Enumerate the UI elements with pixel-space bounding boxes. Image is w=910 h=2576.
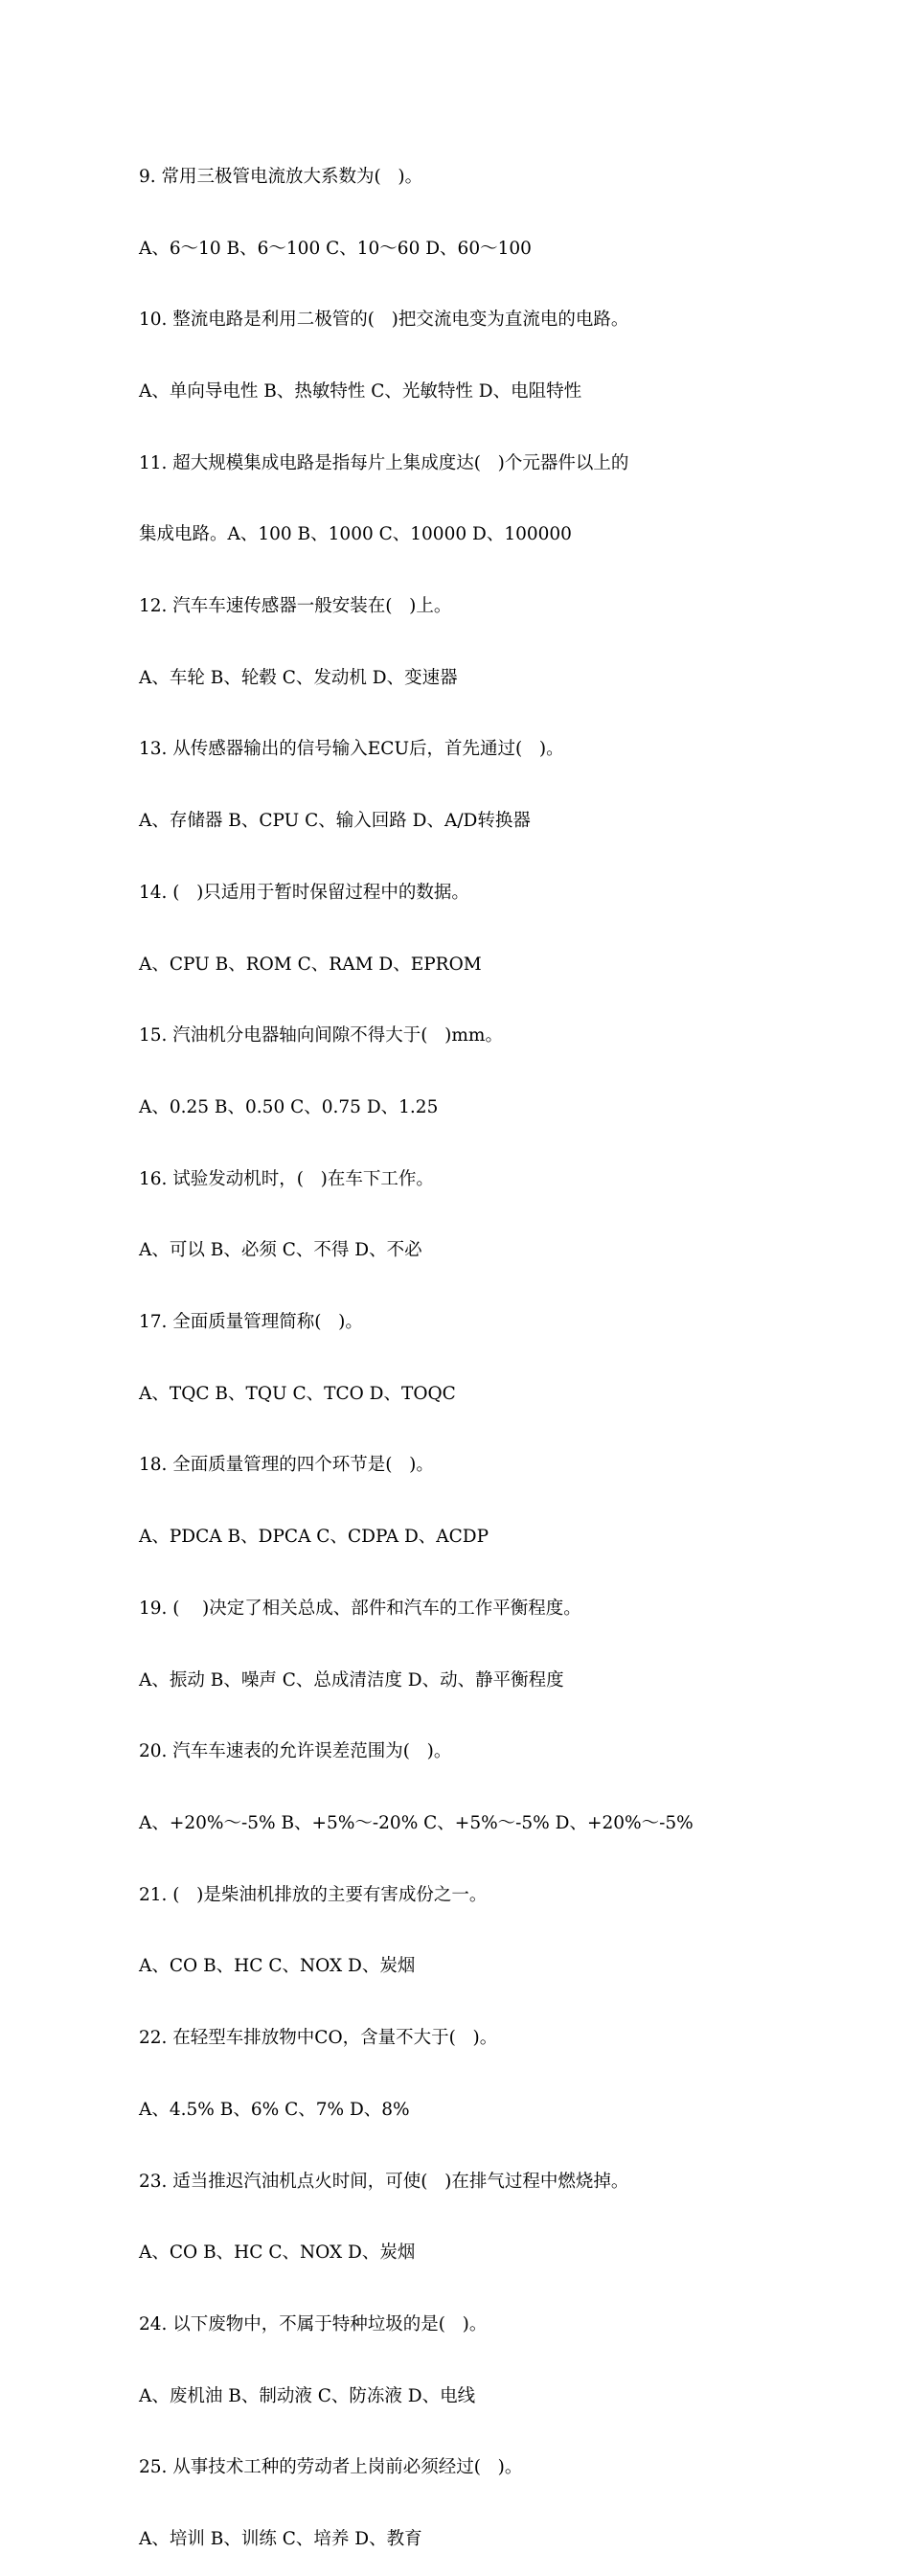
question-19-options: A、振动 B、噪声 C、总成清洁度 D、动、静平衡程度 <box>139 1669 564 1690</box>
question-12: 12. 汽车车速传感器一般安装在( )上。 <box>139 596 452 617</box>
question-20: 20. 汽车车速表的允许误差范围为( )。 <box>139 1741 452 1762</box>
question-24-options: A、废机油 B、制动液 C、防冻液 D、电线 <box>139 2385 476 2406</box>
question-14-options: A、CPU B、ROM C、RAM D、EPROM <box>139 954 482 975</box>
question-19: 19. ( )决定了相关总成、部件和汽车的工作平衡程度。 <box>139 1598 581 1619</box>
question-15: 15. 汽油机分电器轴向间隙不得大于( )mm。 <box>139 1025 503 1046</box>
question-14: 14. ( )只适用于暂时保留过程中的数据。 <box>139 882 469 903</box>
question-12-options: A、车轮 B、轮毂 C、发动机 D、变速器 <box>139 667 458 688</box>
question-17: 17. 全面质量管理简称( )。 <box>139 1312 363 1333</box>
question-11: 11. 超大规模集成电路是指每片上集成度达( )个元器件以上的 <box>139 452 629 473</box>
question-18-options: A、PDCA B、DPCA C、CDPA D、ACDP <box>139 1527 489 1548</box>
question-21-options: A、CO B、HC C、NOX D、炭烟 <box>139 1956 416 1977</box>
question-20-options: A、+20%～-5% B、+5%～-20% C、+5%～-5% D、+20%～-5% <box>139 1812 694 1833</box>
question-24: 24. 以下废物中，不属于特种垃圾的是( )。 <box>139 2313 488 2334</box>
question-23: 23. 适当推迟汽油机点火时间，可使( )在排气过程中燃烧掉。 <box>139 2171 629 2192</box>
question-25: 25. 从事技术工种的劳动者上岗前必须经过( )。 <box>139 2457 523 2478</box>
question-10-options: A、单向导电性 B、热敏特性 C、光敏特性 D、电阻特性 <box>139 380 582 402</box>
question-9-options: A、6～10 B、6～100 C、10～60 D、60～100 <box>139 238 532 259</box>
question-15-options: A、0.25 B、0.50 C、0.75 D、1.25 <box>139 1096 439 1117</box>
question-22: 22. 在轻型车排放物中CO，含量不大于( )。 <box>139 2028 498 2049</box>
question-9: 9. 常用三极管电流放大系数为( )。 <box>139 166 423 187</box>
question-25-options: A、培训 B、训练 C、培养 D、教育 <box>139 2529 422 2550</box>
question-16-options: A、可以 B、必须 C、不得 D、不必 <box>139 1240 422 1261</box>
question-16: 16. 试验发动机时，( )在车下工作。 <box>139 1168 434 1189</box>
question-23-options: A、CO B、HC C、NOX D、炭烟 <box>139 2242 416 2264</box>
question-11-continued-options: 集成电路。A、100 B、1000 C、10000 D、100000 <box>139 524 572 545</box>
question-10: 10. 整流电路是利用二极管的( )把交流电变为直流电的电路。 <box>139 310 629 331</box>
question-13-options: A、存储器 B、CPU C、输入回路 D、A/D转换器 <box>139 811 531 832</box>
question-13: 13. 从传感器输出的信号输入ECU后，首先通过( )。 <box>139 739 564 760</box>
question-18: 18. 全面质量管理的四个环节是( )。 <box>139 1455 434 1476</box>
question-21: 21. ( )是柴油机排放的主要有害成份之一。 <box>139 1884 488 1905</box>
question-list <box>139 118 809 2576</box>
question-17-options: A、TQC B、TQU C、TCO D、TOQC <box>139 1383 456 1404</box>
question-22-options: A、4.5% B、6% C、7% D、8% <box>139 2099 410 2120</box>
